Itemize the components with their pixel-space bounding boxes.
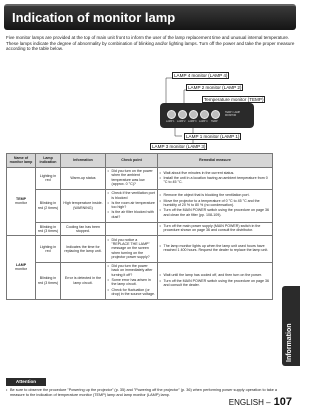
cell-r4-indication: Lighting in red — [36, 236, 61, 262]
table-row — [7, 167, 273, 189]
r5-check3: • Check for fluctuation (or drop) in the source voltage. — [108, 288, 156, 297]
monitor-lamp-table — [6, 153, 273, 300]
panel-label-temp: TEMP — [211, 120, 218, 123]
lamp2-indicator — [178, 110, 187, 119]
temp-sub: monitor — [15, 201, 27, 206]
cell-r1-indication: Lighting in red — [36, 167, 61, 189]
side-tab-label: Information — [286, 323, 293, 362]
intro-paragraph: Five monitor lamps are provided at the top of main unit front to inform the user of the lamp replacement time and unusual internal temperature. These lamps indicate the degree of abnormality by combination of blinking and/or lighting lamps. Turn off the power and take the proper measure according to the table below. — [6, 35, 295, 52]
callout-lamp3: LAMP 3 monitor (LAMP 3) — [152, 144, 206, 149]
r1a-rem1: • Wait about five minutes in the current status. — [160, 171, 271, 175]
r1b-check1: • Check if the ventilation port is blocked — [108, 191, 156, 200]
cell-r3-indication: Blinking in red (3 times) — [36, 222, 61, 236]
callout-temp: Temperature monitor (TEMP) — [204, 97, 264, 102]
cell-r3-info: Cooling fan has been stopped. — [61, 222, 106, 236]
table-header-row — [7, 154, 273, 168]
r4-check: • Did you notice a "REPLACE THE LAMP" message on the screen when turning on the projector power supply? — [108, 238, 156, 259]
r5-rem1: • Wait until the lamp has cooled off, and then turn on the power. — [160, 273, 271, 277]
table-row — [7, 236, 273, 262]
cell-temp-monitor — [7, 167, 36, 236]
attention-label: Attention — [6, 378, 46, 386]
cell-r4-info: Indicates the time for replacing the lamp unit. — [61, 236, 106, 262]
header-information: Information — [61, 154, 106, 168]
r1b-check2: • Is the room air temperature too high? — [108, 201, 156, 210]
page-footer — [229, 396, 292, 408]
lamp4-indicator — [200, 110, 209, 119]
panel-label-lamp4: LAMP 4 — [199, 120, 208, 123]
cell-r1a-info: Warm-up status — [61, 167, 106, 189]
table-row — [7, 222, 273, 236]
cell-r4-remedy — [158, 236, 273, 262]
cell-r3-remedy — [158, 222, 273, 236]
cell-r5-remedy — [158, 262, 273, 299]
monitor-lamp-diagram — [0, 60, 300, 150]
page-title-bar — [4, 4, 296, 30]
r1b-check3: • Is the air filter blocked with dust? — [108, 210, 156, 219]
r1a-rem2: • Install the unit in a location having an ambient temperature from 0 °C to 45 °C. — [160, 176, 271, 185]
diagram-leader-lines — [0, 60, 300, 150]
temp-name: TEMP — [16, 197, 26, 202]
r5-check2: • Some error has arisen in the lamp circuit. — [108, 278, 156, 287]
callout-lamp1: LAMP 1 monitor (LAMP 1) — [186, 134, 240, 139]
r1a-check-text: • Did you turn on the power when the ambient temperature was low (approx. 0 °C)? — [108, 169, 156, 186]
callout-lamp4: LAMP 4 monitor (LAMP 4) — [174, 73, 228, 78]
lamp-panel — [160, 103, 254, 128]
cell-r1b-remedy — [158, 189, 273, 222]
page-title: Indication of monitor lamp — [12, 10, 176, 25]
cell-r1a-remedy — [158, 167, 273, 189]
r1b-rem1: • Remove the object that is blocking the ventilation port. — [160, 193, 271, 197]
r1b-rem3: • Turn off the MAIN POWER switch using the procedure on page 36 and clean the air filter (pp. 108-109). — [160, 208, 271, 217]
r4-rem: • The lamp monitor lights up when the lamp unit used hours have reached 1 400 hours. Request the dealer to replace the lamp unit. — [160, 244, 271, 253]
cell-lamp-monitor — [7, 236, 36, 300]
cell-r3-check — [106, 222, 158, 236]
temp-indicator — [211, 110, 220, 119]
callout-lamp2: LAMP 2 monitor (LAMP 2) — [188, 85, 242, 90]
r5-check1: • Did you turn the power back on immediately after turning it off? — [108, 264, 156, 277]
r3-rem: • Turn off the main power supply (MAIN POWER) switch in the procedure shown on page 36 and consult the distributor. — [160, 224, 271, 233]
cell-r1b-info: High temperature inside. (WARNING) — [61, 189, 106, 222]
header-indication: Lamp indication — [36, 154, 61, 168]
header-name: Name of monitor lamp — [7, 154, 36, 168]
section-side-tab — [282, 286, 300, 366]
lamp1-indicator — [167, 110, 176, 119]
lamp3-indicator — [189, 110, 198, 119]
r5-rem2: • Turn off the MAIN POWER switch using the procedure on page 36 and consult the dealer. — [160, 279, 271, 288]
panel-label-lamp1: LAMP 1 — [166, 120, 175, 123]
header-check-point: Check point — [106, 154, 158, 168]
lamp-name: LAMP — [15, 263, 27, 268]
footer-language: ENGLISH – — [228, 398, 271, 407]
cell-r1a-check — [106, 167, 158, 189]
panel-side-label: TEMP / LAMP MONITOR — [225, 111, 241, 117]
cell-r2-indication: Blinking in red (2 times) — [36, 189, 61, 222]
r1b-rem2: • Move the projector to a temperature of 0 °C to 45 °C and the humidity of 20 % to 80 % (no condensation). — [160, 199, 271, 208]
table-row — [7, 262, 273, 299]
panel-label-lamp3: LAMP 3 — [188, 120, 197, 123]
cell-r1b-check — [106, 189, 158, 222]
cell-r5-check — [106, 262, 158, 299]
lamp-sub: monitor — [15, 267, 27, 272]
page-number: 107 — [273, 396, 292, 408]
cell-r4-check — [106, 236, 158, 262]
panel-label-lamp2: LAMP 2 — [177, 120, 186, 123]
attention-text: • Be sure to observe the procedure "Powering up the projector" (p. 35) and "Powering off the projector" (p. 36) when performing power supply operation to take a measure to the indication of temperature monitor (TEMP) lamp and lamp monitor (LAMP) lamp. — [6, 388, 286, 397]
cell-r5-indication: Blinking in red (3 times) — [36, 262, 61, 299]
header-remedial: Remedial measure — [158, 154, 273, 168]
cell-r5-info: Error is detected in the lamp circuit. — [61, 262, 106, 299]
